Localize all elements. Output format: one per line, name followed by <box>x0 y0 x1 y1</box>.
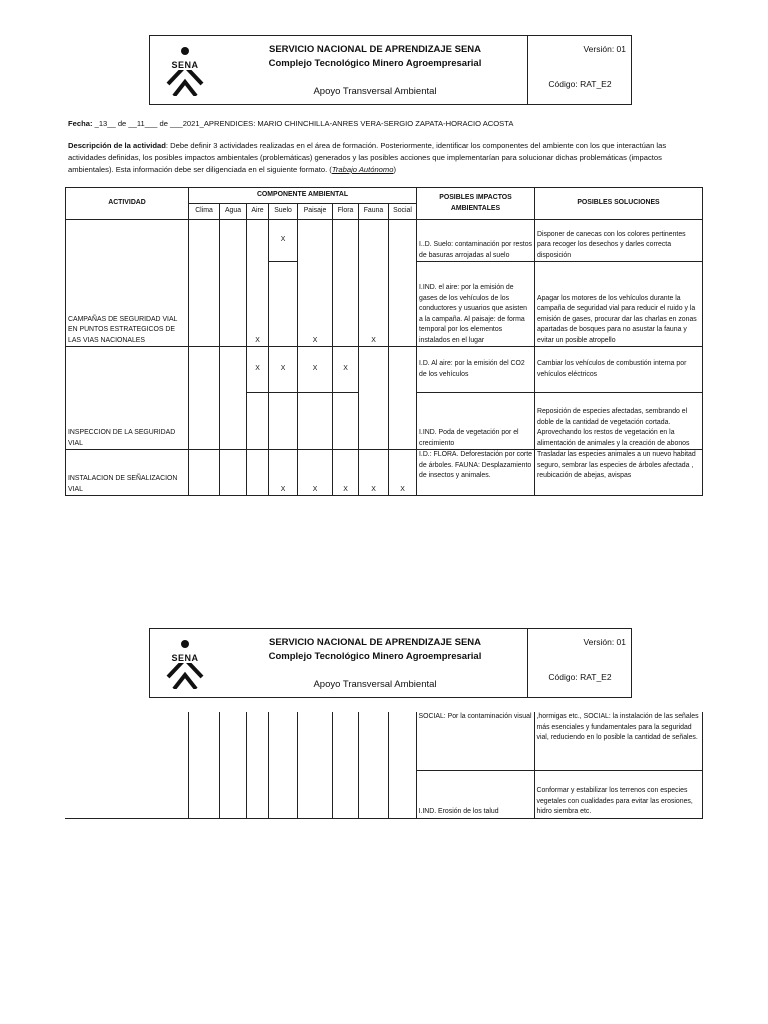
solution-text: Apagar los motores de los vehículos durante la campaña de seguridad vial para reducir el ruido y la emisión de gases, procurar dar las charlas en zonas apartadas de bosques para no asustar la fauna y evitar un posible atropello <box>535 262 703 347</box>
header-code: Código: RAT_E2 <box>548 672 612 682</box>
col-fauna: Fauna <box>359 204 389 220</box>
solution-text: ,hormigas etc., SOCIAL: la instalación de las señales más esenciales y fundamentales para la seguridad vial, reduciendo en lo posible la cantidad de señales. <box>534 712 702 770</box>
col-flora: Flora <box>333 204 359 220</box>
sena-logo <box>162 639 208 689</box>
table-row <box>66 347 703 393</box>
date-line <box>68 118 704 130</box>
table-row <box>66 220 703 262</box>
col-paisaje: Paisaje <box>298 204 333 220</box>
header-title: SERVICIO NACIONAL DE APRENDIZAJE SENA <box>268 44 482 55</box>
mark-social: X <box>389 450 417 496</box>
mark-aire: X <box>247 220 269 347</box>
mark-suelo: X <box>269 347 298 393</box>
col-suelo: Suelo <box>269 204 298 220</box>
activity-name: CAMPAÑAS DE SEGURIDAD VIAL EN PUNTOS ESTRATEGICOS DE LAS VIAS NACIONALES <box>66 220 189 347</box>
sena-logo <box>162 46 208 96</box>
solution-text: Disponer de canecas con los colores pertinentes para recoger los desechos y darles correcta disposición <box>535 220 703 262</box>
mark-paisaje: X <box>298 347 333 393</box>
mark-suelo: X <box>269 220 298 262</box>
mark-aire: X <box>247 347 269 393</box>
mark-flora: X <box>333 347 359 393</box>
table-row <box>65 712 702 770</box>
header-area: Apoyo Transversal Ambiental <box>313 86 437 97</box>
description-link: Trabajo Autónomo <box>331 165 394 174</box>
document-header-page-2 <box>149 628 632 698</box>
mark-flora: X <box>333 450 359 496</box>
mark-paisaje: X <box>298 450 333 496</box>
col-componente: COMPONENTE AMBIENTAL <box>189 188 417 204</box>
document-header <box>149 35 632 105</box>
solution-text: Conformar y estabilizar los terrenos con especies vegetales con cualidades para evitar las erosiones, hidro siembra etc. <box>534 770 702 818</box>
col-agua: Agua <box>220 204 247 220</box>
impact-text: I.D. Al aire: por la emisión del CO2 de los vehículos <box>417 347 535 393</box>
impact-text: I.IND. el aire: por la emisión de gases de los vehículos de los conductores y usuarios que asisten a la campaña. Al paisaje: de forma temporal por los elementos instalados en el lugar <box>417 262 535 347</box>
description-label: Descripción de la actividad <box>68 141 166 150</box>
header-version: Versión: 01 <box>583 637 626 647</box>
col-clima: Clima <box>189 204 220 220</box>
impact-text: I.IND. Poda de vegetación por el crecimiento <box>417 393 535 450</box>
header-area: Apoyo Transversal Ambiental <box>313 679 437 690</box>
header-title: SERVICIO NACIONAL DE APRENDIZAJE SENA <box>268 637 482 648</box>
description-end: ) <box>393 165 396 174</box>
header-row-1 <box>66 188 703 204</box>
header-subtitle: Complejo Tecnológico Minero Agroempresarial <box>268 651 482 662</box>
impact-text: I..D. Suelo: contaminación por restos de basuras arrojadas al suelo <box>417 220 535 262</box>
mark-fauna: X <box>359 220 389 347</box>
solution-text: Trasladar las especies animales a un nuevo habitad seguro, sembrar las especies de árboles afectada , reubicación de abejas, avispas <box>535 450 703 496</box>
logo-text: SENA <box>164 653 206 663</box>
mark-suelo: X <box>269 450 298 496</box>
solution-text: Reposición de especies afectadas, sembrando el doble de la cantidad de vegetación cortada. Aprovechando los restos de vegetación en la alimentación de animales y la creación de abonos <box>535 393 703 450</box>
col-social: Social <box>389 204 417 220</box>
impact-text: I.IND. Erosión de los talud <box>416 770 534 818</box>
activity-name: INSTALACION DE SEÑALIZACION VIAL <box>66 450 189 496</box>
activity-description <box>68 140 704 176</box>
logo-text: SENA <box>164 60 206 70</box>
sena-logo-icon <box>162 639 208 689</box>
date-label: Fecha: <box>68 119 93 128</box>
table-row <box>66 450 703 496</box>
solution-text: Cambiar los vehículos de combustión interna por vehículos eléctricos <box>535 347 703 393</box>
col-aire: Aire <box>247 204 269 220</box>
mark-paisaje: X <box>298 220 333 347</box>
col-soluciones: POSIBLES SOLUCIONES <box>535 188 703 220</box>
header-version: Versión: 01 <box>583 44 626 54</box>
header-subtitle: Complejo Tecnológico Minero Agroempresarial <box>268 58 482 69</box>
col-actividad: ACTIVIDAD <box>66 188 189 220</box>
sena-logo-icon <box>162 46 208 96</box>
mark-fauna: X <box>359 450 389 496</box>
impact-text: I.D.: FLORA. Deforestación por corte de árboles. FAUNA: Desplazamiento de insectos y animales. <box>417 450 535 496</box>
activity-name: INSPECCION DE LA SEGURIDAD VIAL <box>66 347 189 450</box>
col-impactos: POSIBLES IMPACTOS AMBIENTALES <box>417 188 535 220</box>
impact-text: SOCIAL: Por la contaminación visual <box>416 712 534 770</box>
environmental-table <box>65 187 703 496</box>
environmental-table-continuation <box>65 712 703 819</box>
description-text: : Debe definir 3 actividades realizadas en el área de formación. Posteriormente, identificar los componentes del ambiente con los que interactúan las actividades definidas, los posibles impactos ambientales (problemáticas) generados y las posibles acciones que implementarían para solucionar dichas problemáticas (impactos ambientales). Esta información debe ser diligenciada en el siguiente formato. ( <box>68 141 667 174</box>
date-value: _13__ de __11___ de ___2021_APRENDICES: MARIO CHINCHILLA-ANRES VERA-SERGIO ZAPATA-HORACIO ACOSTA <box>92 119 514 128</box>
header-code: Código: RAT_E2 <box>548 79 612 89</box>
